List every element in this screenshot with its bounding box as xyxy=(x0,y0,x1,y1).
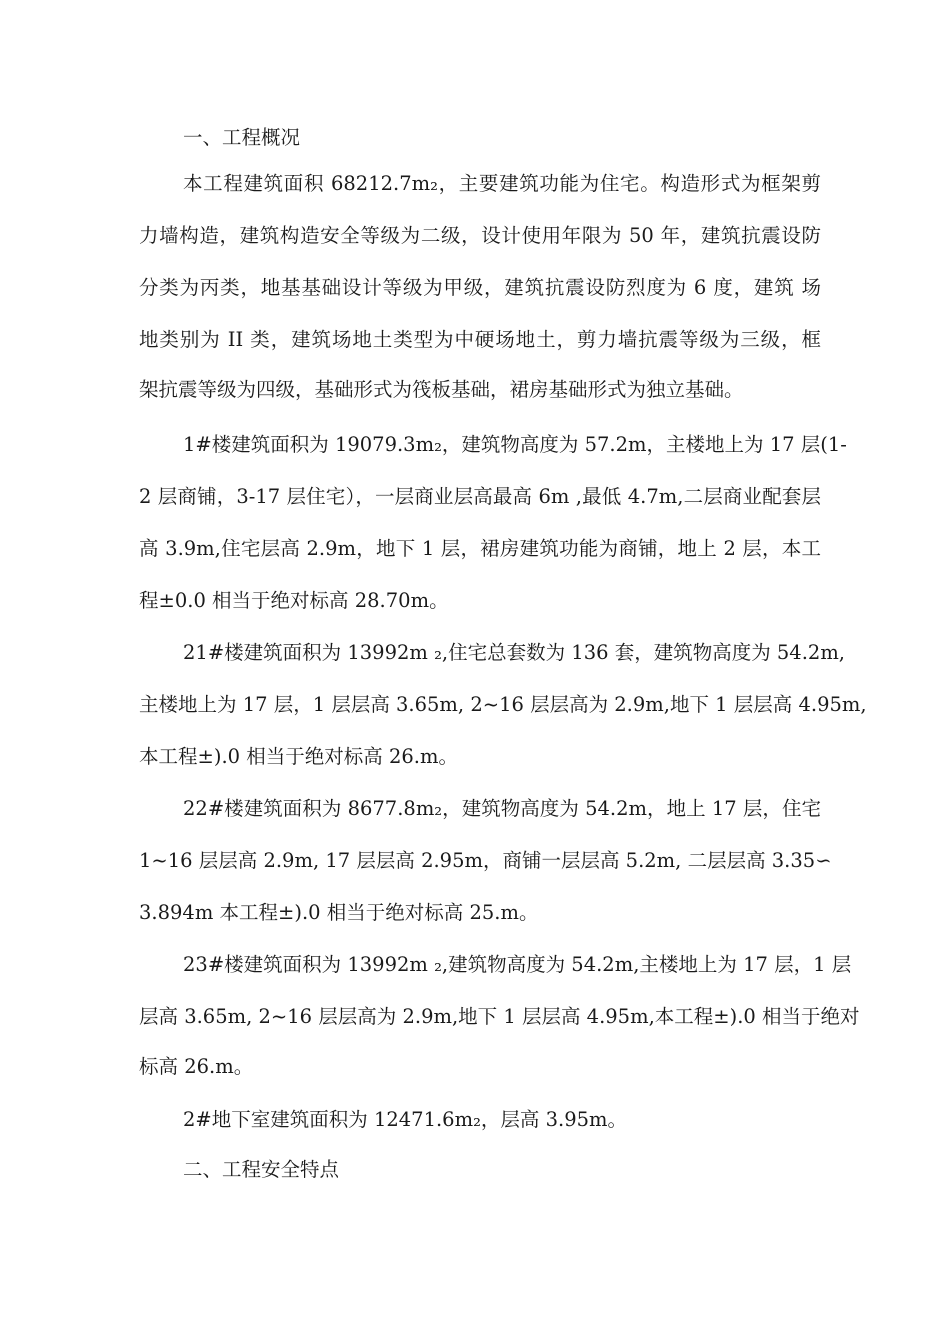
paragraph-2-line-4: 程±0.0 相当于绝对标高 28.70m。 xyxy=(139,589,449,612)
paragraph-2-line-1: 1#楼建筑面积为 19079.3m₂，建筑物高度为 57.2m，主楼地上为 17 层(1- xyxy=(183,433,847,456)
paragraph-1-line-5: 架抗震等级为四级，基础形式为筏板基础，裙房基础形式为独立基础。 xyxy=(139,378,744,401)
paragraph-3-line-3: 本工程±).0 相当于绝对标高 26.m。 xyxy=(139,745,458,768)
paragraph-5-line-1: 23#楼建筑面积为 13992m ₂,建筑物高度为 54.2m,主楼地上为 17 层，1 层 xyxy=(183,953,852,976)
section-heading-1: 一、工程概况 xyxy=(183,126,301,149)
paragraph-5-line-3: 标高 26.m。 xyxy=(139,1055,254,1078)
paragraph-4-line-2: 1~16 层层高 2.9m, 17 层层高 2.95m，商铺一层层高 5.2m, 二层层高 3.35∽ xyxy=(139,849,832,872)
paragraph-4-line-3: 3.894m 本工程±).0 相当于绝对标高 25.m。 xyxy=(139,901,539,924)
paragraph-6-line-1: 2#地下室建筑面积为 12471.6m₂，层高 3.95m。 xyxy=(183,1108,627,1131)
paragraph-1-line-1: 本工程建筑面积 68212.7m₂，主要建筑功能为住宅。构造形式为框架剪 xyxy=(183,172,821,195)
paragraph-1-line-4: 地类别为 II 类，建筑场地土类型为中硬场地土，剪力墙抗震等级为三级，框 xyxy=(139,328,821,351)
paragraph-1-line-3: 分类为丙类，地基基础设计等级为甲级，建筑抗震设防烈度为 6 度，建筑 场 xyxy=(139,276,821,299)
paragraph-3-line-1: 21#楼建筑面积为 13992m ₂,住宅总套数为 136 套，建筑物高度为 54.2m, xyxy=(183,641,846,664)
paragraph-1-line-2: 力墙构造，建筑构造安全等级为二级，设计使用年限为 50 年，建筑抗震设防 xyxy=(139,224,821,247)
section-heading-2: 二、工程安全特点 xyxy=(183,1158,340,1181)
paragraph-2-line-2: 2 层商铺，3-17 层住宅），一层商业层高最高 6m ,最低 4.7m,二层商业配套层 xyxy=(139,485,821,508)
paragraph-3-line-2: 主楼地上为 17 层，1 层层高 3.65m, 2~16 层层高为 2.9m,地下 1 层层高 4.95m, xyxy=(139,693,867,716)
paragraph-2-line-3: 高 3.9m,住宅层高 2.9m，地下 1 层，裙房建筑功能为商铺，地上 2 层，本工 xyxy=(139,537,821,560)
paragraph-5-line-2: 层高 3.65m, 2~16 层层高为 2.9m,地下 1 层层高 4.95m,本工程±).0 相当于绝对 xyxy=(139,1005,860,1028)
paragraph-4-line-1: 22#楼建筑面积为 8677.8m₂，建筑物高度为 54.2m，地上 17 层，住宅 xyxy=(183,797,821,820)
